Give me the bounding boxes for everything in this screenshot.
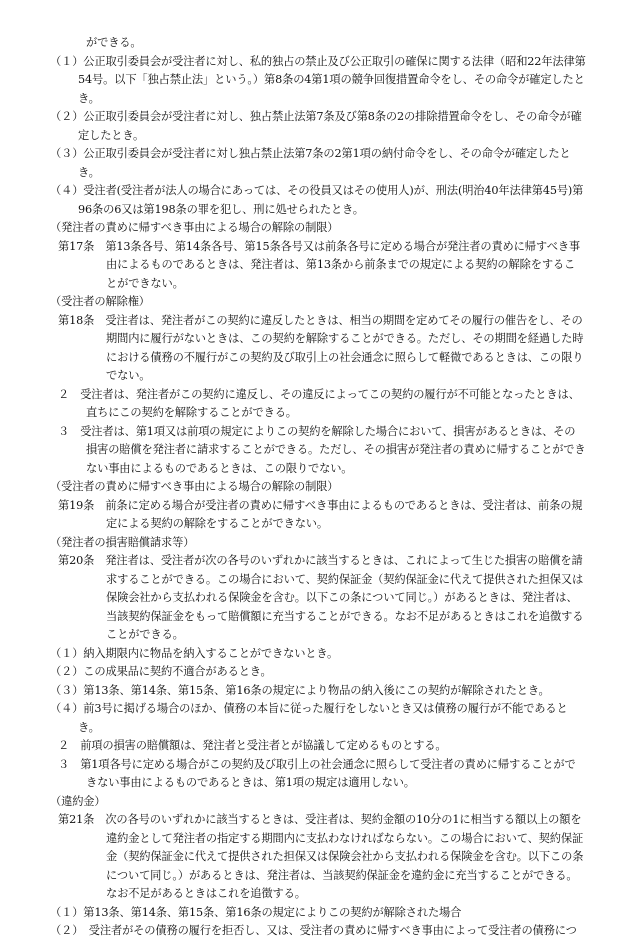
article-20-item-1: （１）納入期限内に物品を納入することができないとき。 — [50, 646, 339, 660]
clause-item-2: （２）公正取引委員会が受注者に対し、独占禁止法第7条及び第8条の2の排除措置命令をし、その命令が確定したとき。 — [50, 110, 582, 142]
clause-item-4: （４）受注者(受注者が法人の場合にあっては、その役員又はその使用人)が、刑法(明治40年法律第45号)第96条の6又は第198条の罪を犯し、刑に処せられたとき。 — [50, 184, 584, 216]
clause-item-1: （１）公正取引委員会が受注者に対し、私的独占の禁止及び公正取引の確保に関する法律（昭和22年法律第54号。以下「独占禁止法」という。）第8条の4第1項の競争回復措置命令をし、その命令が確定したとき。 — [50, 54, 586, 105]
article-21: 第21条 次の各号のいずれかに該当するときは、受注者は、契約金額の10分の1に相当する額以上の額を違約金として発注者の指定する期間内に支払わなければならない。この場合において、契約保証金（契約保証金に代えて提供された担保又は保険会社から支払われる保険金を含む。以下この条について同じ。）があるときは、発注者は、当該契約保証金を違約金に充当することができる。なお不足があるときはこれを追徴する。 — [58, 813, 584, 900]
article-20-paragraph-2: ２ 前項の損害の賠償額は、発注者と受注者とが協議して定めるものとする。 — [58, 739, 447, 752]
article-19-heading: （受注者の責めに帰すべき事由による場合の解除の制限） — [50, 480, 339, 493]
article-18: 第18条 受注者は、発注者がこの契約に違反したときは、相当の期間を定めてその履行の催告をし、その期間内に履行がないときは、この契約を解除することができる。ただし、その期間を経過した時における債務の不履行がこの契約及び取引上の社会通念に照らして軽微であるときは、この限りでない。 — [58, 313, 584, 382]
article-21-item-2: （２） 受注者がその債務の履行を拒否し、又は、受注者の責めに帰すべき事由によって受注者の債務につ — [50, 924, 577, 937]
article-19: 第19条 前条に定める場合が受注者の責めに帰すべき事由によるものであるときは、受注者は、前条の規定による契約の解除をすることができない。 — [58, 498, 583, 530]
article-21-heading: （違約金） — [50, 794, 106, 808]
clause-item-3: （３）公正取引委員会が受注者に対し独占禁止法第7条の2第1項の納付命令をし、その命令が確定したとき。 — [50, 147, 571, 179]
article-20: 第20条 発注者は、受注者が次の各号のいずれかに該当するときは、これによって生じた損害の賠償を請求することができる。この場合において、契約保証金（契約保証金に代えて提供された担保又は保険会社から支払われる保険金を含む。以下この条について同じ。）があるときは、発注者は、当該契約保証金をもって賠償額に充当することができる。なお不足があるときはこれを追徴することができる。 — [58, 554, 584, 641]
article-20-item-4: （４）前3号に掲げる場合のほか、債務の本旨に従った履行をしないとき又は債務の履行が不能であるとき。 — [50, 702, 568, 734]
article-20-paragraph-3: ３ 第1項各号に定める場合がこの契約及び取引上の社会通念に照らして受注者の責めに帰することができない事由によるものであるときは、第1項の規定は適用しない。 — [58, 757, 576, 789]
document-body — [50, 34, 586, 941]
article-20-heading: （発注者の損害賠償請求等） — [50, 535, 195, 549]
article-20-item-2: （２）この成果品に契約不適合があるとき。 — [50, 665, 272, 678]
article-18-heading: （受注者の解除権） — [50, 295, 150, 308]
continuation-text: ができる。 — [86, 36, 142, 49]
article-20-item-3: （３）第13条、第14条、第15条、第16条の規定により物品の納入後にこの契約が解除されたとき。 — [50, 683, 550, 697]
article-18-paragraph-3: ３ 受注者は、第1項又は前項の規定によりこの契約を解除した場合において、損害があるときは、その損害の賠償を発注者に請求することができる。ただし、その損害が発注者の責めに帰することができない事由によるものであるときは、この限りでない。 — [58, 424, 586, 475]
article-17-heading: （発注者の責めに帰すべき事由による場合の解除の制限） — [50, 221, 339, 234]
article-17: 第17条 第13条各号、第14条各号、第15条各号又は前条各号に定める場合が発注者の責めに帰すべき事由によるものであるときは、発注者は、第13条から前条までの規定による契約の解除をすることができない。 — [58, 239, 581, 290]
article-18-paragraph-2: ２ 受注者は、発注者がこの契約に違反し、その違反によってこの契約の履行が不可能となったときは、直ちにこの契約を解除することができる。 — [58, 387, 580, 419]
article-21-item-1: （１）第13条、第14条、第15条、第16条の規定によりこの契約が解除された場合 — [50, 905, 462, 919]
